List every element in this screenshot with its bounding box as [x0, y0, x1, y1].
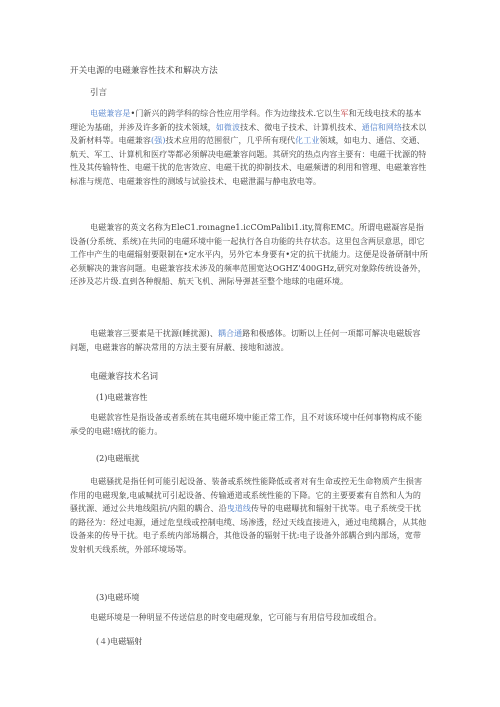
- link-power-line[interactable]: 曳道线: [226, 504, 252, 514]
- emc-elements-paragraph: 电磁兼容三要素是干扰源(睡扰源)、耦合通路和极感体。切断以上任何一项都可解决电磁版容问题，电磁兼容的解决常用的方法主要有屏蔽、接地和滤波。: [70, 329, 421, 352]
- terms-heading: 电磁兼容技术名词: [90, 372, 159, 382]
- link-coupling[interactable]: 耦合通: [217, 329, 243, 338]
- intro-paragraph: 电磁兼容是•门新兴的跨学科的综合性应用学科。作为边缘技术.它以生军和无线电技术的基本理论为基础，并涉及许多新的技术领域，如微波技术、微电子技术、计算机技术、通信和网络技术以及新材料等。电磁兼容(强)技术应用的范围很广，几乎所有现代化工业领域，如电力、通信、交通、航天、军工、计算机和医疗等都必须解决电磁兼容问题。其研究的热点内容主要有：电磁干扰源的特性及其传输特性、电磁干扰的危害效应、电磁干扰的抑制技术、电磁频谱的利用和管理、电磁兼容性标准与规范、电磁兼容性的测域与试验技术、电磁泄漏与静电放电等。: [70, 109, 427, 186]
- document-title: 开关电源的电磁兼容性技术和解决方法: [70, 66, 218, 76]
- term-3-label: (3)电磁环境: [96, 593, 140, 602]
- link-emc[interactable]: 电磁兼容是: [90, 109, 131, 118]
- term-4-label: (４)电磁辐射: [96, 637, 143, 646]
- intro-heading: 引言: [90, 88, 108, 98]
- term-1-label: (1)电磁兼容性: [96, 393, 148, 402]
- emc-definition-paragraph: 电磁兼容的英文名称为EleC1.roınagne1.icCOmPalibi1.ity,简称EMC。所谓电磁凝容是指设备(分系统、系统)在共同的电磁环境中能一起执行各自功能的共存状态。这里包含两层意思，即它工作中产生的电磁辐射要限制在•定水平内，另外它本身要有•定的抗干扰能力。这便是设备研制中所必须解决的兼容问题。电磁兼容技术涉及的频率范围宽达OGHZ'400GHz,研究对象除传统设备外，还涉及芯片级.直到各种舰船、航天飞机、洲际导弹甚至整个地球的电磁环境。: [70, 223, 428, 287]
- link-strong[interactable]: (强): [151, 136, 166, 146]
- link-chemical-industry[interactable]: 化工业: [295, 136, 320, 146]
- link-military[interactable]: 军: [340, 109, 349, 118]
- term-2-text: 电磁骚扰是指任何可能引起设备、装备或系统性能降低或者对有生命或控无生命物质产生损害作用的电磁现象,电戚喊扰可引起设备、传输通道或系统性能的下降。它的主要要素有自然和人为的骚扰源、通过公共地线阻抗/内阻的耦合、沿曳道线传导的电磁曝扰和辐射干扰等。电子系统受干扰的路径为：经过电源，通过危皇线或控制电缆、场渗透，经过天线直接进入，通过电缆耦合，从其他设备来的传导干扰。电子系统内部场耦合，其他设备的辐射干扰:电子设备外部耦合到内部场，宽带发射机天线系统，外部环境场等。: [70, 477, 427, 554]
- term-1-text: 电磁款容性是指设备或者系统在其电磁环境中能正常工作，且不对该环境中任何事物构成不能承受的电磁!癌扰的能力。: [70, 413, 423, 436]
- link-network[interactable]: 通信和网络: [361, 122, 403, 132]
- term-2-label: (2)电磁瓶扰: [96, 454, 140, 463]
- link-microwave[interactable]: 如微波: [215, 122, 241, 132]
- term-3-text: 电磁环境是一种明显不传送信息的时变电磁现象，它可能与有用信号段加或组合。: [90, 613, 382, 622]
